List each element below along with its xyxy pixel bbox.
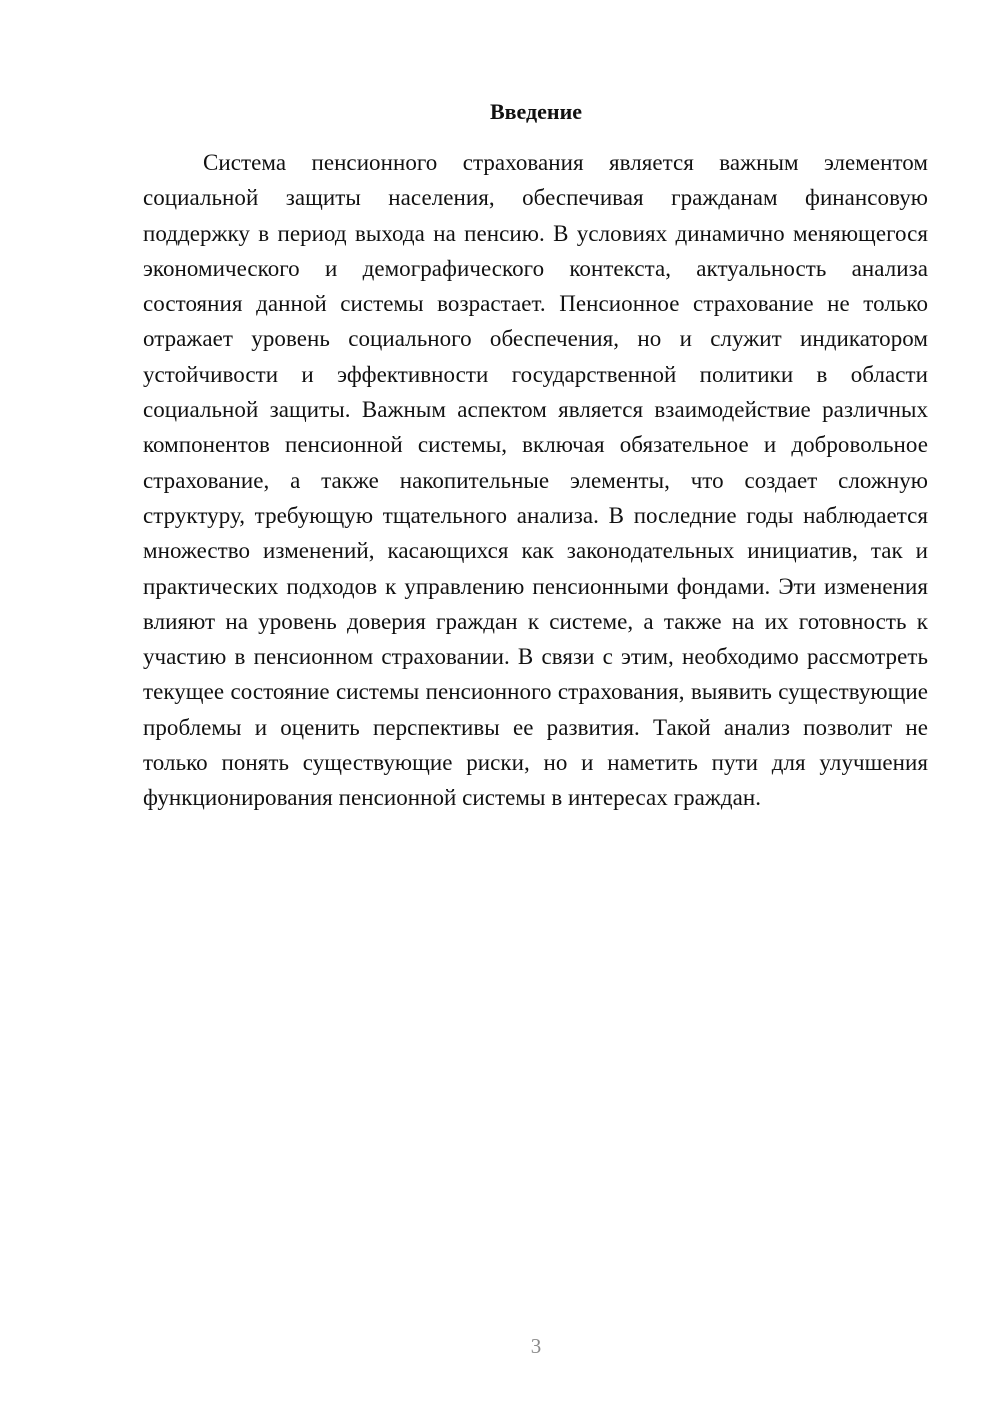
body-paragraph: Система пенсионного страхования является важным элементом социальной защиты населения, обеспечивая гражданам финансовую поддержку в период выхода на пенсию. В условиях динамично меняющегося экономического и демографического контекста, актуальность анализа состояния данной системы возрастает. Пенсионное страхование не только отражает уровень социального обеспечения, но и служит индикатором устойчивости и эффективности государственной политики в области социальной защиты. Важным аспектом является взаимодействие различных компонентов пенсионной системы, включая обязательное и добровольное страхование, а также накопительные элементы, что создает сложную структуру, требующую тщательного анализа. В последние годы наблюдается множество изменений, касающихся как законодательных инициатив, так и практических подходов к управлению пенсионными фондами. Эти изменения влияют на уровень доверия граждан к системе, а также на их готовность к участию в пенсионном страховании. В связи с этим, необходимо рассмотреть текущее состояние системы пенсионного страхования, выявить существующие проблемы и оценить перспективы ее развития. Такой анализ позволит не только понять существующие риски, но и наметить пути для улучшения функционирования пенсионной системы в интересах граждан. bbox=[143, 150, 928, 811]
section-heading: Введение bbox=[489, 99, 583, 124]
page-number: 3 bbox=[530, 1334, 542, 1358]
